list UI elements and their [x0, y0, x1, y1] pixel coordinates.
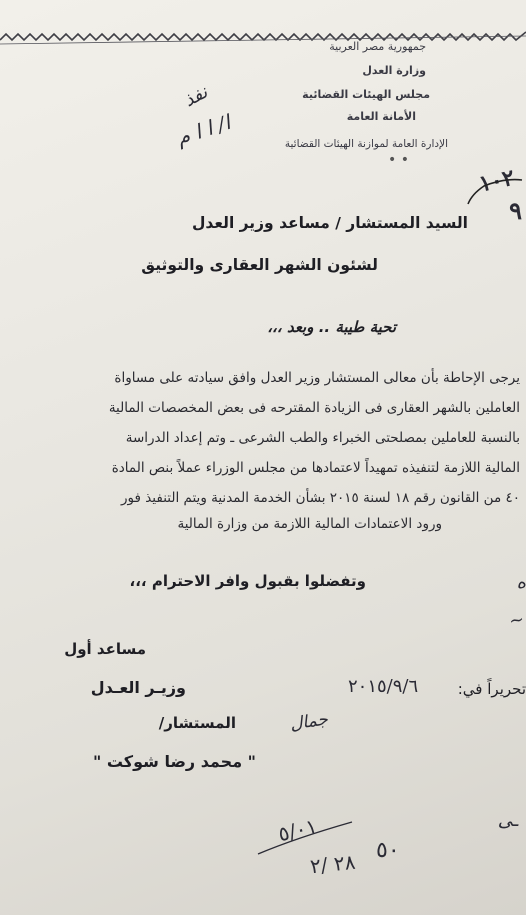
letterhead-council: مجلس الهيئات القضائية	[302, 88, 430, 101]
handwritten-bottom-mark: ٥٠	[376, 838, 400, 863]
date-value: ٢٠١٥/٩/٦	[348, 676, 419, 697]
signature-counselor: المستشار/	[158, 714, 236, 732]
handwritten-note-2: ا/ ا ا م	[173, 110, 234, 150]
greeting: تحية طيبة .. وبعد ،،،	[267, 318, 396, 336]
handwritten-edge-mark-3: ـى	[497, 810, 518, 831]
letterhead-budget-dept: الإدارة العامة لموازنة الهيئات القضائية	[284, 138, 448, 150]
letterhead-ministry: وزارة العدل	[362, 64, 426, 77]
handwritten-edge-mark-2: ~	[507, 608, 526, 633]
reference-number: ١٠٢	[476, 164, 517, 198]
signature-name: " محمد رضا شوكت "	[92, 752, 256, 771]
body-line-1: يرجى الإحاطة بأن معالى المستشار وزير العدل وافق سيادته على مساواة	[114, 370, 520, 386]
handwritten-bottom-number: ٥/٠١	[275, 813, 320, 847]
body-line-4: المالية اللازمة لتنفيذه تمهيداً لاعتمادها من مجلس الوزراء عملاً بنص المادة	[111, 460, 520, 476]
recipient-line-2: لشئون الشهر العقارى والتوثيق	[141, 256, 378, 274]
date-label: تحريراً في:	[457, 680, 526, 698]
letterhead-country: جمهورية مصر العربية	[329, 40, 426, 53]
letterhead-secretariat: الأمانة العامة	[346, 110, 416, 123]
reference-bracket	[464, 176, 524, 206]
signature-title-1: مساعد أول	[64, 640, 146, 658]
zigzag-border	[0, 18, 526, 58]
handwritten-initials: جمال	[288, 709, 330, 735]
closing-line: وتفضلوا بقبول وافر الاحترام ،،،	[129, 572, 366, 590]
body-line-6: ورود الاعتمادات المالية اللازمة من وزارة المالية	[177, 516, 442, 532]
signature-title-2: وزيـر العـدل	[90, 678, 186, 697]
handwritten-note-1: نفذ	[180, 81, 212, 112]
divider-dots: • •	[388, 152, 409, 168]
recipient-line-1: السيد المستشار / مساعد وزير العدل	[191, 214, 468, 232]
handwritten-edge-mark-1: ه	[516, 572, 526, 593]
handwritten-bottom-number-2: ٢٨ /٢	[308, 849, 357, 879]
body-line-2: العاملين بالشهر العقارى فى الزيادة المقترحه فى بعض المخصصات المالية	[108, 400, 520, 416]
body-line-5: ٤٠ من القانون رقم ١٨ لسنة ٢٠١٥ بشأن الخدمة المدنية ويتم التنفيذ فور	[120, 490, 520, 506]
handwritten-underline	[256, 818, 356, 858]
body-line-3: بالنسبة للعاملين بمصلحتى الخبراء والطب الشرعى ـ وتم إعداد الدراسة	[125, 430, 520, 446]
reference-side-number: ٩	[509, 196, 522, 225]
